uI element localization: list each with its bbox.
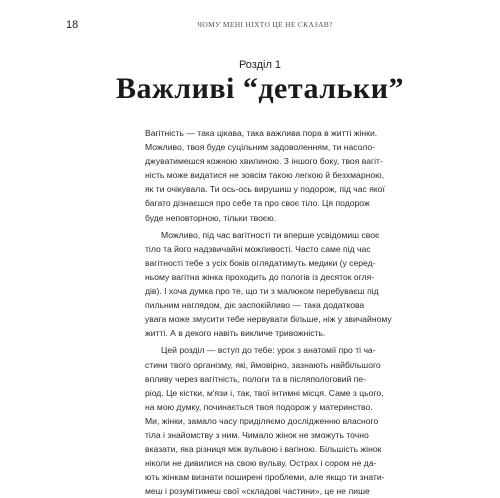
text-line: Можливо, твоя буде суцільним задоволенням, ти насоло-: [145, 142, 376, 153]
text-line: впливу через вагітність, пологи та в післяпологовий пе-: [145, 373, 367, 384]
text-line: ньому вагітна жінка проходить до пологів із десяток огля-: [145, 271, 375, 282]
text-line: як ти очікувала. Ти ось-ось вирушиш у подорож, під час якої: [145, 184, 385, 195]
text-line: тіла і знайомству з ним. Чимало жінок не зможуть точно: [145, 429, 369, 440]
text-line: стини твого організму, які, ймовірно, зазнають найбільшого: [145, 359, 381, 370]
text-line: вказати, яка різниця між вульвою і вагіною. Більшість жінок: [145, 444, 382, 455]
page-number: 18: [66, 19, 79, 31]
text-line: багато дізнаєшся про себе та про своє тіло. Ця подорож: [145, 198, 370, 209]
text-line: Цей розділ — вступ до тебе: урок з анатомії про ті ча-: [161, 345, 376, 356]
text-line: Можливо, під час вагітності ти вперше усвідомиш своє: [161, 229, 380, 240]
text-line: ють жінкам визнати поширені проблеми, але якщо ти знати-: [145, 472, 385, 483]
text-line: ніколи не дивилися на свою вульву. Острах і сором не да-: [145, 458, 377, 469]
text-line: увага може змусити тебе нервувати більше, ніж у звичайному: [145, 314, 392, 325]
text-line: ріод. Це кістки, м'язи і, так, твої інтимні місця. Саме з цього,: [145, 387, 384, 398]
text-line: Вагітність — така цікава, така важлива пора в житті жінки.: [145, 128, 378, 138]
running-header: ЧОМУ МЕНІ НІХТО ЦЕ НЕ СКАЗАВ?: [197, 20, 333, 29]
text-line: житті. А в декого навіть викличе тривожність.: [145, 328, 326, 339]
text-line: буде неповторною, тільки твоєю.: [145, 212, 277, 223]
text-line: джуватимешся кожною хвилиною. З іншого боку, твоя вагіт-: [145, 156, 383, 167]
chapter-label: Розділ 1: [238, 59, 282, 71]
text-line: Ми, жінки, замало часу приділяємо дослідженню власного: [145, 415, 379, 426]
text-line: пильним наглядом, діє заспокійливо — така додаткова: [145, 300, 365, 311]
body-text: [145, 126, 423, 498]
text-line: вагітності тебе з усіх боків оглядатимуть медики (у серед-: [145, 257, 376, 268]
text-line: тіло та його надзвичайні можливості. Часто саме під час: [145, 243, 371, 254]
text-line: дів). І хоча думка про те, що ти з малюком перебуваєш під: [145, 286, 379, 297]
text-line: меш і розумітимеш свої «складові частини», це не лише: [145, 486, 370, 497]
chapter-title: Важливі “детальки”: [115, 72, 405, 105]
text-line: ність може видатися не зовсім такою легкою й безхмарною,: [145, 170, 384, 181]
text-line: на мою думку, починається твоя подорож у материнство.: [145, 401, 373, 412]
